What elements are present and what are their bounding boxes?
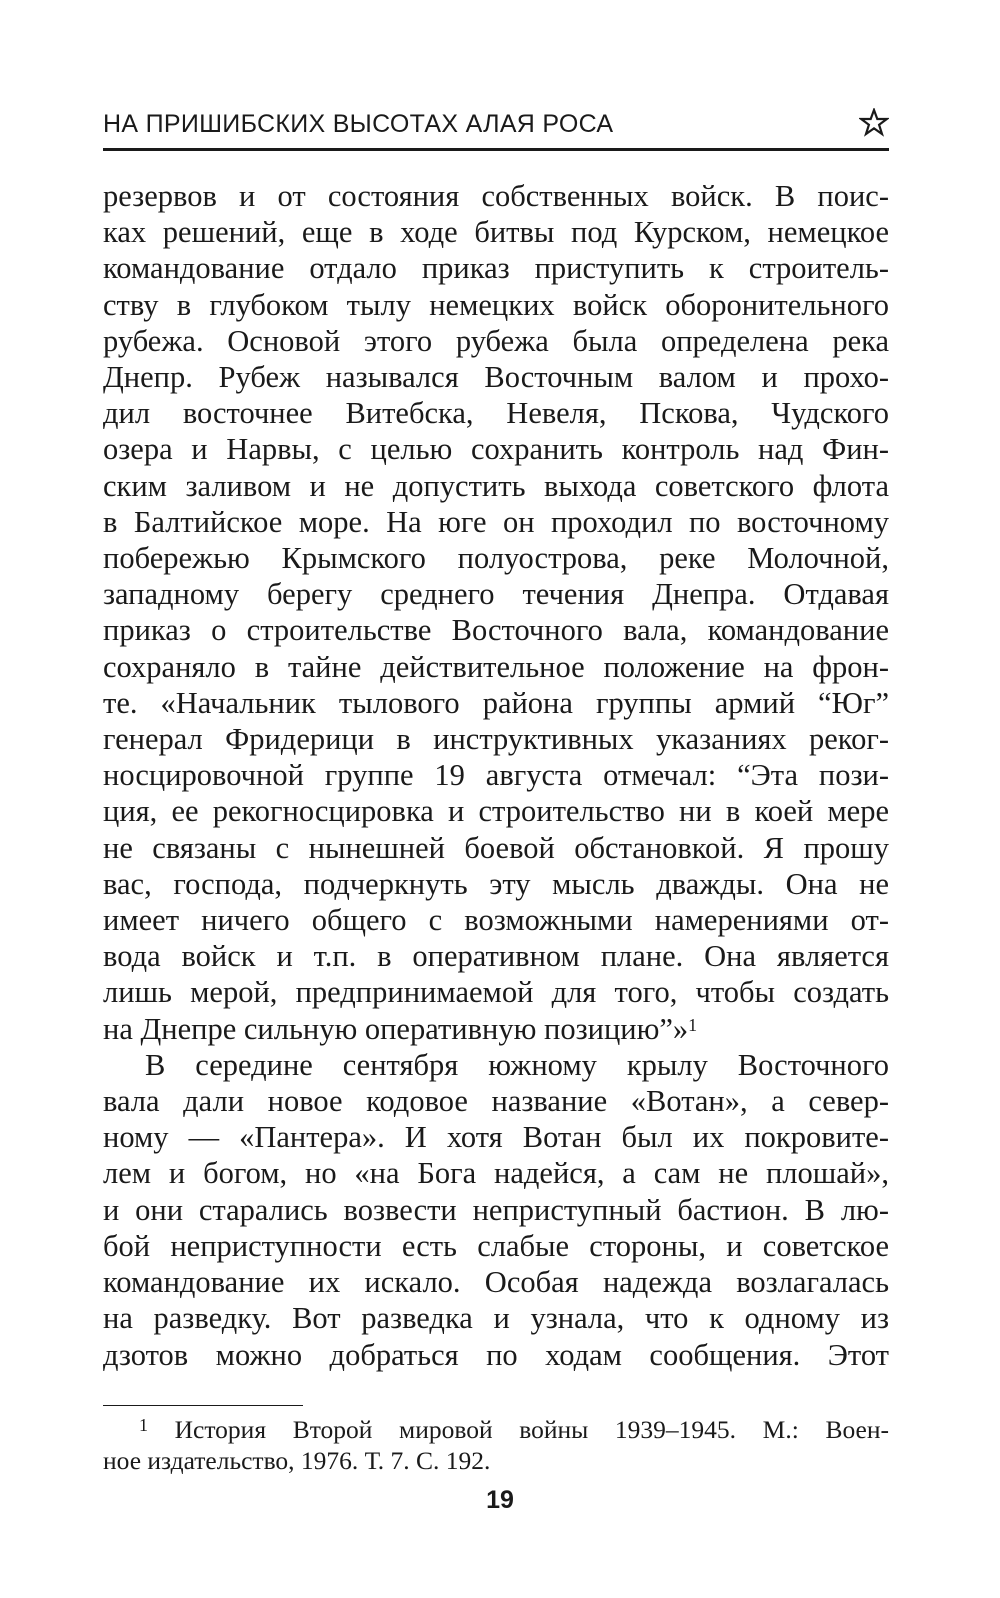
text-line: вода войск и т.п. в оперативном плане. Она является xyxy=(103,939,889,974)
text-line-with-footnote-ref xyxy=(103,1011,889,1047)
text-line: и они старались возвести неприступный бастион. В лю- xyxy=(103,1192,889,1227)
text-line: В середине сентября южному крылу Восточного xyxy=(145,1047,889,1082)
text-line: на Днепре сильную оперативную позицию”» xyxy=(103,1011,689,1046)
text-line: не связаны с нынешней боевой обстановкой. Я прошу xyxy=(103,830,889,865)
running-title: НА ПРИШИБСКИХ ВЫСОТАХ АЛАЯ РОСА xyxy=(103,110,614,138)
footnote-reference[interactable]: 1 xyxy=(688,1014,698,1035)
text-line: лишь мерой, предпринимаемой для того, чтобы создать xyxy=(103,975,889,1010)
main-text xyxy=(103,178,889,1373)
footnote-text: История Второй мировой войны 1939–1945. М.: Воен- xyxy=(174,1415,889,1444)
text-line: побережью Крымского полуострова, реке Молочной, xyxy=(103,541,889,576)
text-line: ках решений, еще в ходе битвы под Курском, немецкое xyxy=(103,215,889,250)
text-line: резервов и от состояния собственных войск. В поис- xyxy=(103,179,889,213)
text-line: дил восточнее Витебска, Невеля, Пскова, Чудского xyxy=(103,396,889,431)
footnote xyxy=(103,1414,889,1476)
text-line: носцировочной группе 19 августа отмечал: “Эта пози- xyxy=(103,758,889,793)
text-line: дзотов можно добраться по ходам сообщения. Этот xyxy=(103,1337,889,1372)
text-line: Днепр. Рубеж назывался Восточным валом и прохо- xyxy=(103,360,889,395)
text-line: западному берегу среднего течения Днепра. Отдавая xyxy=(103,577,889,612)
text-line: бой неприступности есть слабые стороны, и советское xyxy=(103,1228,889,1263)
text-line: ским заливом и не допустить выхода советского флота xyxy=(103,468,889,503)
text-line: ству в глубоком тылу немецких войск оборонительного xyxy=(103,287,889,322)
footnote-line: ное издательство, 1976. Т. 7. С. 192. xyxy=(103,1446,491,1475)
running-header xyxy=(103,108,889,151)
text-line: в Балтийское море. На юге он проходил по восточному xyxy=(103,504,889,539)
footnote-divider xyxy=(103,1405,303,1406)
text-line: командование их искало. Особая надежда возлагалась xyxy=(103,1265,889,1300)
text-line: вала дали новое кодовое название «Вотан», а север- xyxy=(103,1084,889,1119)
text-line: лем и богом, но «на Бога надейся, а сам не плошай», xyxy=(103,1156,889,1191)
text-line: вас, господа, подчеркнуть эту мысль дважды. Она не xyxy=(103,866,889,901)
text-line: на разведку. Вот разведка и узнала, что к одному из xyxy=(103,1301,889,1336)
text-line: ному — «Пантера». И хотя Вотан был их покровите- xyxy=(103,1120,889,1155)
text-line: сохраняло в тайне действительное положение на фрон- xyxy=(103,649,889,684)
star-outline-icon xyxy=(859,108,889,138)
text-line: генерал Фридерици в инструктивных указаниях реког- xyxy=(103,722,889,757)
page-number: 19 xyxy=(486,1486,514,1514)
text-line: приказ о строительстве Восточного вала, командование xyxy=(103,613,889,648)
text-line: те. «Начальник тылового района группы армий “Юг” xyxy=(103,685,889,720)
footnote-marker: 1 xyxy=(139,1415,148,1435)
text-line: ция, ее рекогносцировка и строительство ни в коей мере xyxy=(103,794,889,829)
text-line: рубежа. Основой этого рубежа была определена река xyxy=(103,323,889,358)
footnote-line xyxy=(103,1414,889,1445)
text-line: озера и Нарвы, с целью сохранить контроль над Фин- xyxy=(103,432,889,467)
text-line: имеет ничего общего с возможными намерениями от- xyxy=(103,903,889,938)
text-line: командование отдало приказ приступить к строитель- xyxy=(103,251,889,286)
